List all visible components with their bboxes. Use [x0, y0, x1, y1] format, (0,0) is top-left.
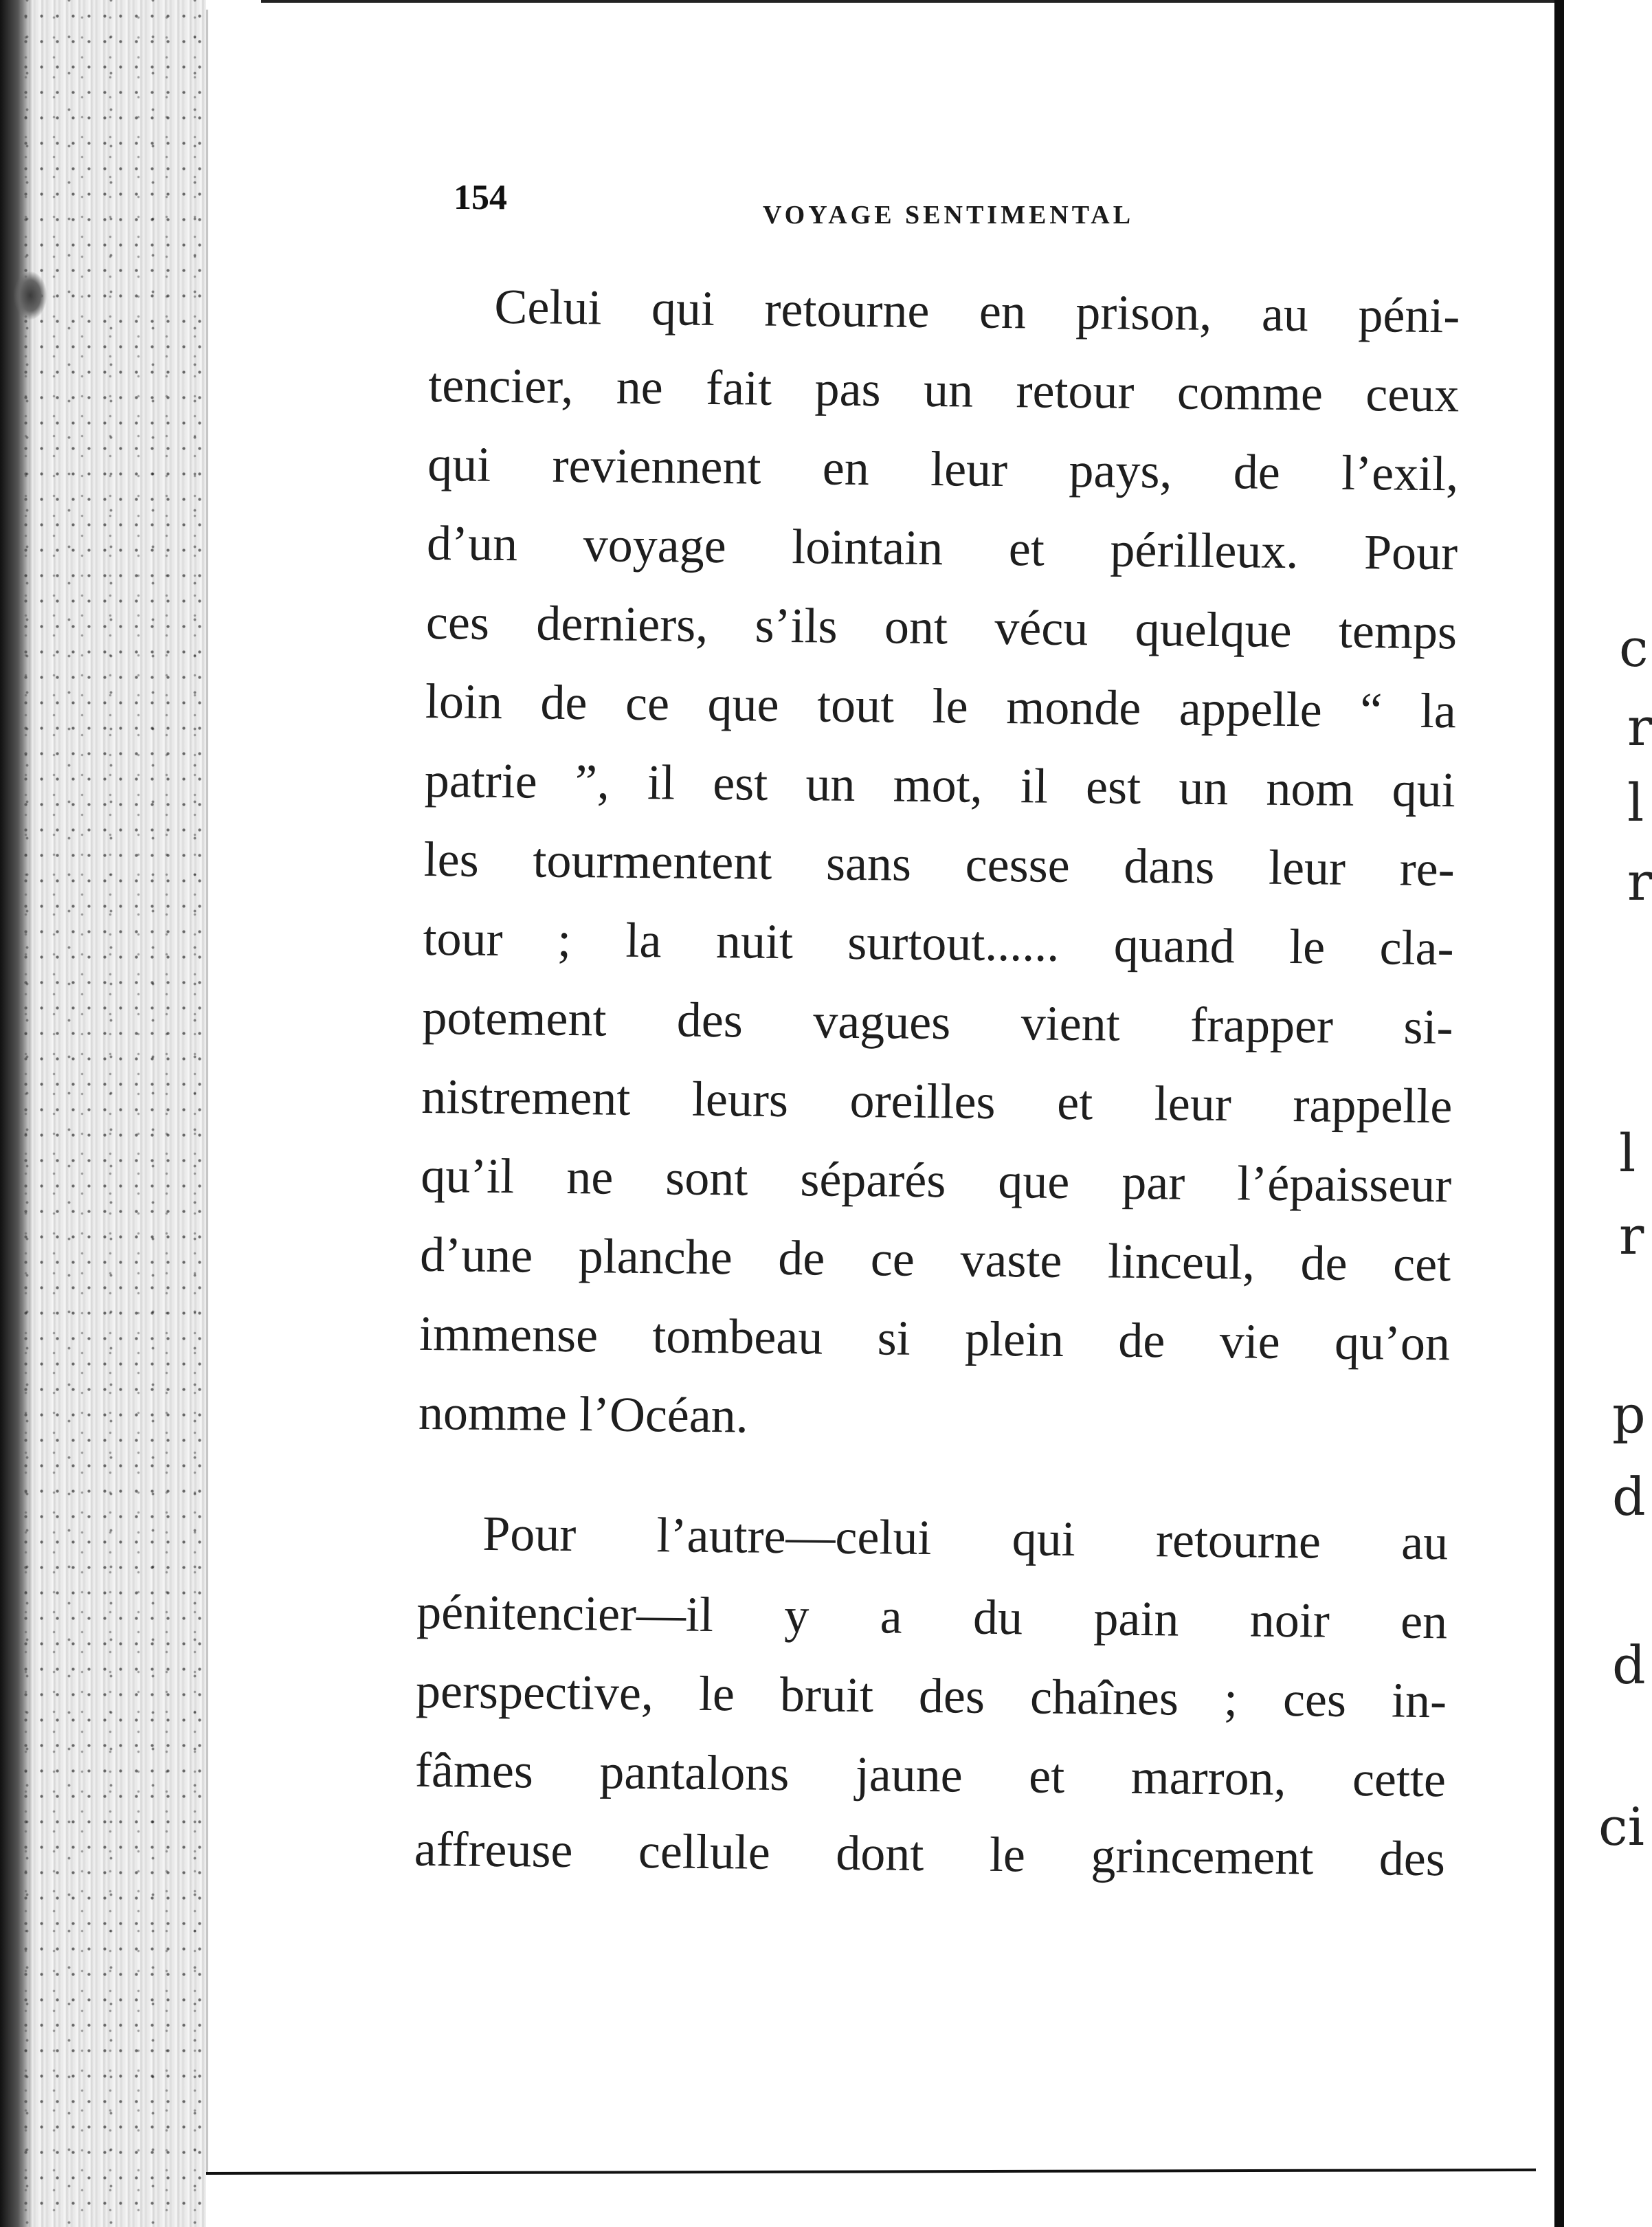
- text-line: pénitencier—il y a du pain noir en: [416, 1584, 1448, 1650]
- binding-shadow: [0, 0, 33, 2227]
- facing-page-fragment: c: [1619, 617, 1649, 678]
- text-line: loin de ce que tout le monde appelle “ la: [425, 673, 1457, 739]
- running-head-title: VOYAGE SENTIMENTAL: [763, 201, 1135, 230]
- text-line: affreuse cellule dont le grincement des: [414, 1821, 1446, 1887]
- text-line: ces derniers, s’ils ont vécu quelque temps: [425, 594, 1458, 660]
- scan-blot: [14, 272, 47, 320]
- text-line: potement des vagues vient frapper si-: [422, 989, 1453, 1055]
- paragraph-1: [418, 267, 1460, 1462]
- facing-page-fragment: ci: [1598, 1796, 1644, 1857]
- book-gutter: [1554, 0, 1564, 2227]
- facing-page-fragment: l: [1619, 1122, 1636, 1184]
- text-line: qu’il ne sont séparés que par l’épaisseur: [420, 1147, 1452, 1213]
- facing-page-fragment: d: [1612, 1466, 1646, 1527]
- body-text: [414, 267, 1460, 1898]
- facing-page-fragment: p: [1612, 1384, 1646, 1445]
- text-line: patrie ”, il est un mot, il est un nom qui: [424, 752, 1456, 818]
- text-line: Pour l’autre—celui qui retourne au: [482, 1505, 1449, 1571]
- facing-page-fragment: d: [1612, 1635, 1646, 1696]
- text-line: immense tombeau si plein de vie qu’on: [418, 1305, 1451, 1371]
- page-number: 154: [454, 178, 507, 217]
- text-line: d’une planche de ce vaste linceul, de cet: [419, 1226, 1451, 1292]
- text-line: tencier, ne fait pas un retour comme ceux: [427, 357, 1460, 423]
- text-line: qui reviennent en leur pays, de l’exil,: [427, 436, 1459, 502]
- facing-page-fragment: r: [1619, 1205, 1644, 1266]
- page-top-edge: [261, 0, 1567, 3]
- text-line: fâmes pantalons jaune et marron, cette: [414, 1742, 1447, 1808]
- text-line: nomme l’Océan.: [418, 1384, 749, 1443]
- text-line: d’un voyage lointain et périlleux. Pour: [426, 515, 1458, 581]
- text-line: Celui qui retourne en prison, au péni-: [494, 278, 1460, 344]
- facing-page-fragment: r: [1627, 696, 1652, 757]
- text-line: tour ; la nuit surtout...... quand le cla-: [423, 910, 1454, 976]
- facing-page-fragment: r: [1627, 851, 1652, 912]
- text-line: les tourmentent sans cesse dans leur re-: [423, 831, 1455, 897]
- paragraph-2: [414, 1494, 1448, 1898]
- text-line: nistrement leurs oreilles et leur rappelle: [421, 1068, 1453, 1134]
- facing-page-fragment: l: [1627, 772, 1644, 833]
- text-line: perspective, le bruit des chaînes ; ces in-: [415, 1663, 1447, 1729]
- facing-page-sliver: [1564, 0, 1652, 2227]
